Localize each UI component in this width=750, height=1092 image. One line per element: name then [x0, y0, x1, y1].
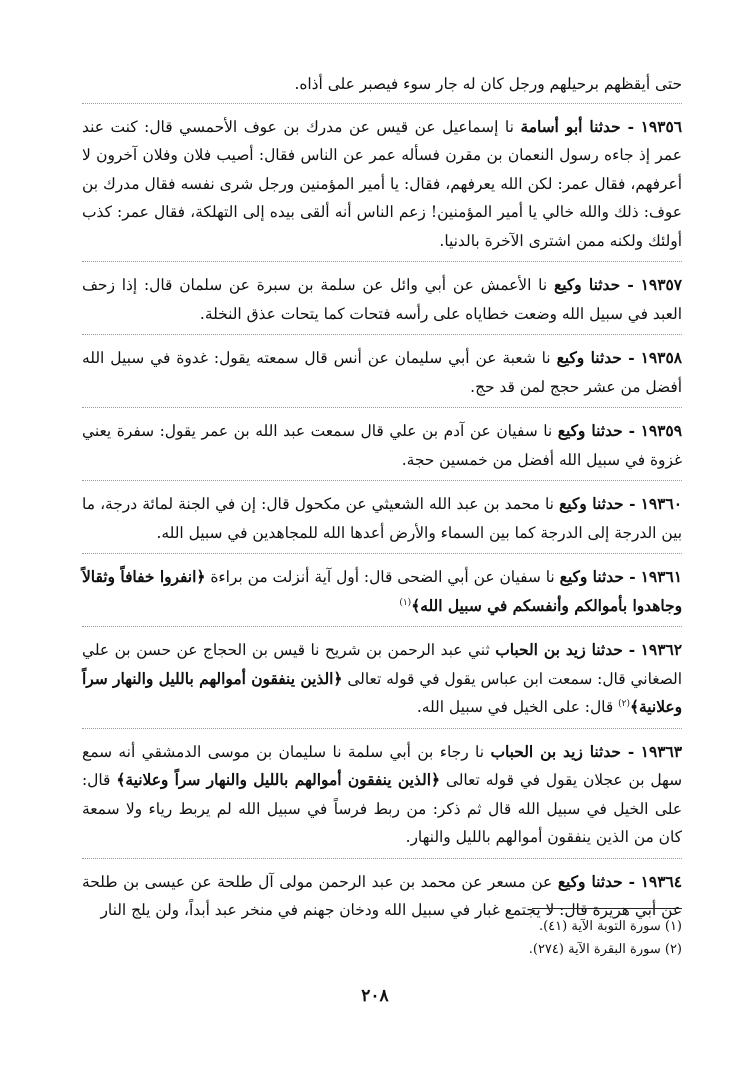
hadith-19359: [82, 407, 682, 480]
hadith-text: نا محمد بن عبد الله الشعيثي عن مكحول قال: إن في الجنة لمائة درجة، ما بين الدرجة إلى الدرجة كما بين السماء والأرض أعدها الله للمجاهدين في سبيل الله.: [82, 495, 682, 542]
hadith-number: ١٩٣٦٢: [640, 641, 682, 659]
page-number: ٢٠٨: [361, 986, 389, 1006]
hadith-text: نا سفيان عن أبي الضحى قال: أول آية أنزلت من براءة: [205, 568, 560, 586]
hadith-text: نا إسماعيل عن قيس عن مدرك بن عوف الأحمسي قال: كنت عند عمر إذ جاءه رسول النعمان بن مقرن فسأله عمر عن الناس فقال: أصيب فلان وفلان آخرون لا أعرفهم، فقال عمر: لكن الله يعرفهم، فقال: يا أمير المؤمنين ورجل شرى نفسه فقال مدرك بن عوف: ذلك والله خالي يا أمير المؤمنين! زعم الناس أنه ألقى بيده إلى التهلكة، فقال عمر: كذب أولئك ولكنه ممن اشترى الآخرة بالدنيا.: [82, 117, 682, 250]
quran-verse: ﴿انفروا خفافاً وثقالاً وجاهدوا بأموالكم وأنفسكم في سبيل الله﴾: [82, 568, 682, 615]
hadith-text: ثني عبد الرحمن بن شريح نا قيس بن الحجاج عن حسن بن علي الصغاني قال: سمعت ابن عباس يقول في قوله تعالى: [82, 641, 683, 688]
footnote-divider: [532, 908, 682, 909]
hadith-number: ١٩٣٥٨: [640, 349, 682, 367]
hadith-tail: قال: على الخيل في سبيل الله.: [416, 698, 619, 716]
hadith-19361: [82, 553, 682, 626]
hadith-19358: [82, 334, 682, 407]
hadith-number: ١٩٣٥٧: [640, 276, 682, 294]
hadith-lead: - حدثنا وكيع: [557, 872, 636, 891]
hadith-lead: - حدثنا وكيع: [559, 495, 636, 513]
footnote-1: (١) سورة التوبة الآية (٤١).: [538, 919, 682, 934]
footnotes: [82, 908, 682, 961]
hadith-19357: [82, 261, 682, 334]
footnote-ref[interactable]: (١): [399, 597, 412, 608]
footnote-2: (٢) سورة البقرة الآية (٢٧٤).: [528, 942, 682, 957]
quran-verse: ﴿الذين ينفقون أموالهم بالليل والنهار سراً وعلانية﴾: [82, 669, 682, 716]
hadith-tail: قال: على الخيل في سبيل الله قال ثم ذكر: من ربط فرساً في سبيل الله لم يربط رياء ولا سمعة كان من الذين ينفقون أموالهم بالليل والنهار.: [82, 771, 682, 846]
hadith-19360: [82, 480, 682, 553]
hadith-text: نا سفيان عن آدم بن علي قال سمعت عبد الله بن عمر يقول: سفرة يعني غزوة في سبيل الله أفضل من خمسين حجة.: [82, 422, 682, 469]
hadith-text: عن مسعر عن محمد بن عبد الرحمن مولى آل طلحة عن عيسى بن طلحة عن أبي هريرة قال: لا يجتمع غبار في سبيل الله ودخان جهنم في منخر عبد أبداً، ولن يلج النار: [82, 872, 682, 919]
hadith-text: نا الأعمش عن أبي وائل عن سلمة بن سبرة عن سلمان قال: إذا زحف العبد في سبيل الله وضعت خطاياه على رأسه فتحات كما يتحات عذق النخلة.: [82, 276, 682, 323]
page-body: [82, 70, 682, 931]
hadith-lead: - حدثنا أبو أسامة: [520, 117, 635, 136]
hadith-number: ١٩٣٦٤: [640, 872, 682, 891]
continuation-text: حتى أيقظهم برحيلهم ورجل كان له جار سوء فيصبر على أذاه.: [294, 75, 682, 93]
hadith-lead: - حدثنا زيد بن الحباب: [495, 641, 636, 659]
hadith-lead: - حدثنا وكيع: [557, 422, 636, 440]
hadith-number: ١٩٣٦١: [640, 568, 682, 586]
hadith-text: نا شعبة عن أبي سليمان عن أنس قال سمعته يقول: غدوة في سبيل الله أفضل من عشر حجج لمن قد حج.: [82, 349, 682, 396]
hadith-number: ١٩٣٦٠: [640, 495, 682, 513]
hadith-lead: - حدثنا وكيع: [559, 568, 636, 586]
hadith-lead: - حدثنا زيد بن الحباب: [490, 742, 635, 761]
hadith-19363: [82, 728, 682, 858]
hadith-text: نا رجاء بن أبي سلمة نا سليمان بن موسى الدمشقي أنه سمع سهل بن عجلان يقول في قوله تعالى: [82, 742, 683, 789]
hadith-lead: - حدثنا وكيع: [556, 349, 635, 367]
hadith-number: ١٩٣٦٣: [640, 742, 683, 761]
hadith-lead: - حدثنا وكيع: [554, 276, 634, 294]
footnote-ref[interactable]: (٢): [618, 698, 630, 709]
hadith-number: ١٩٣٥٦: [640, 117, 682, 136]
hadith-19356: [82, 103, 682, 262]
hadith-19362: [82, 626, 682, 728]
hadith-number: ١٩٣٥٩: [640, 422, 682, 440]
quran-verse: ﴿الذين ينفقون أموالهم بالليل والنهار سراً وعلانية﴾: [116, 771, 440, 789]
